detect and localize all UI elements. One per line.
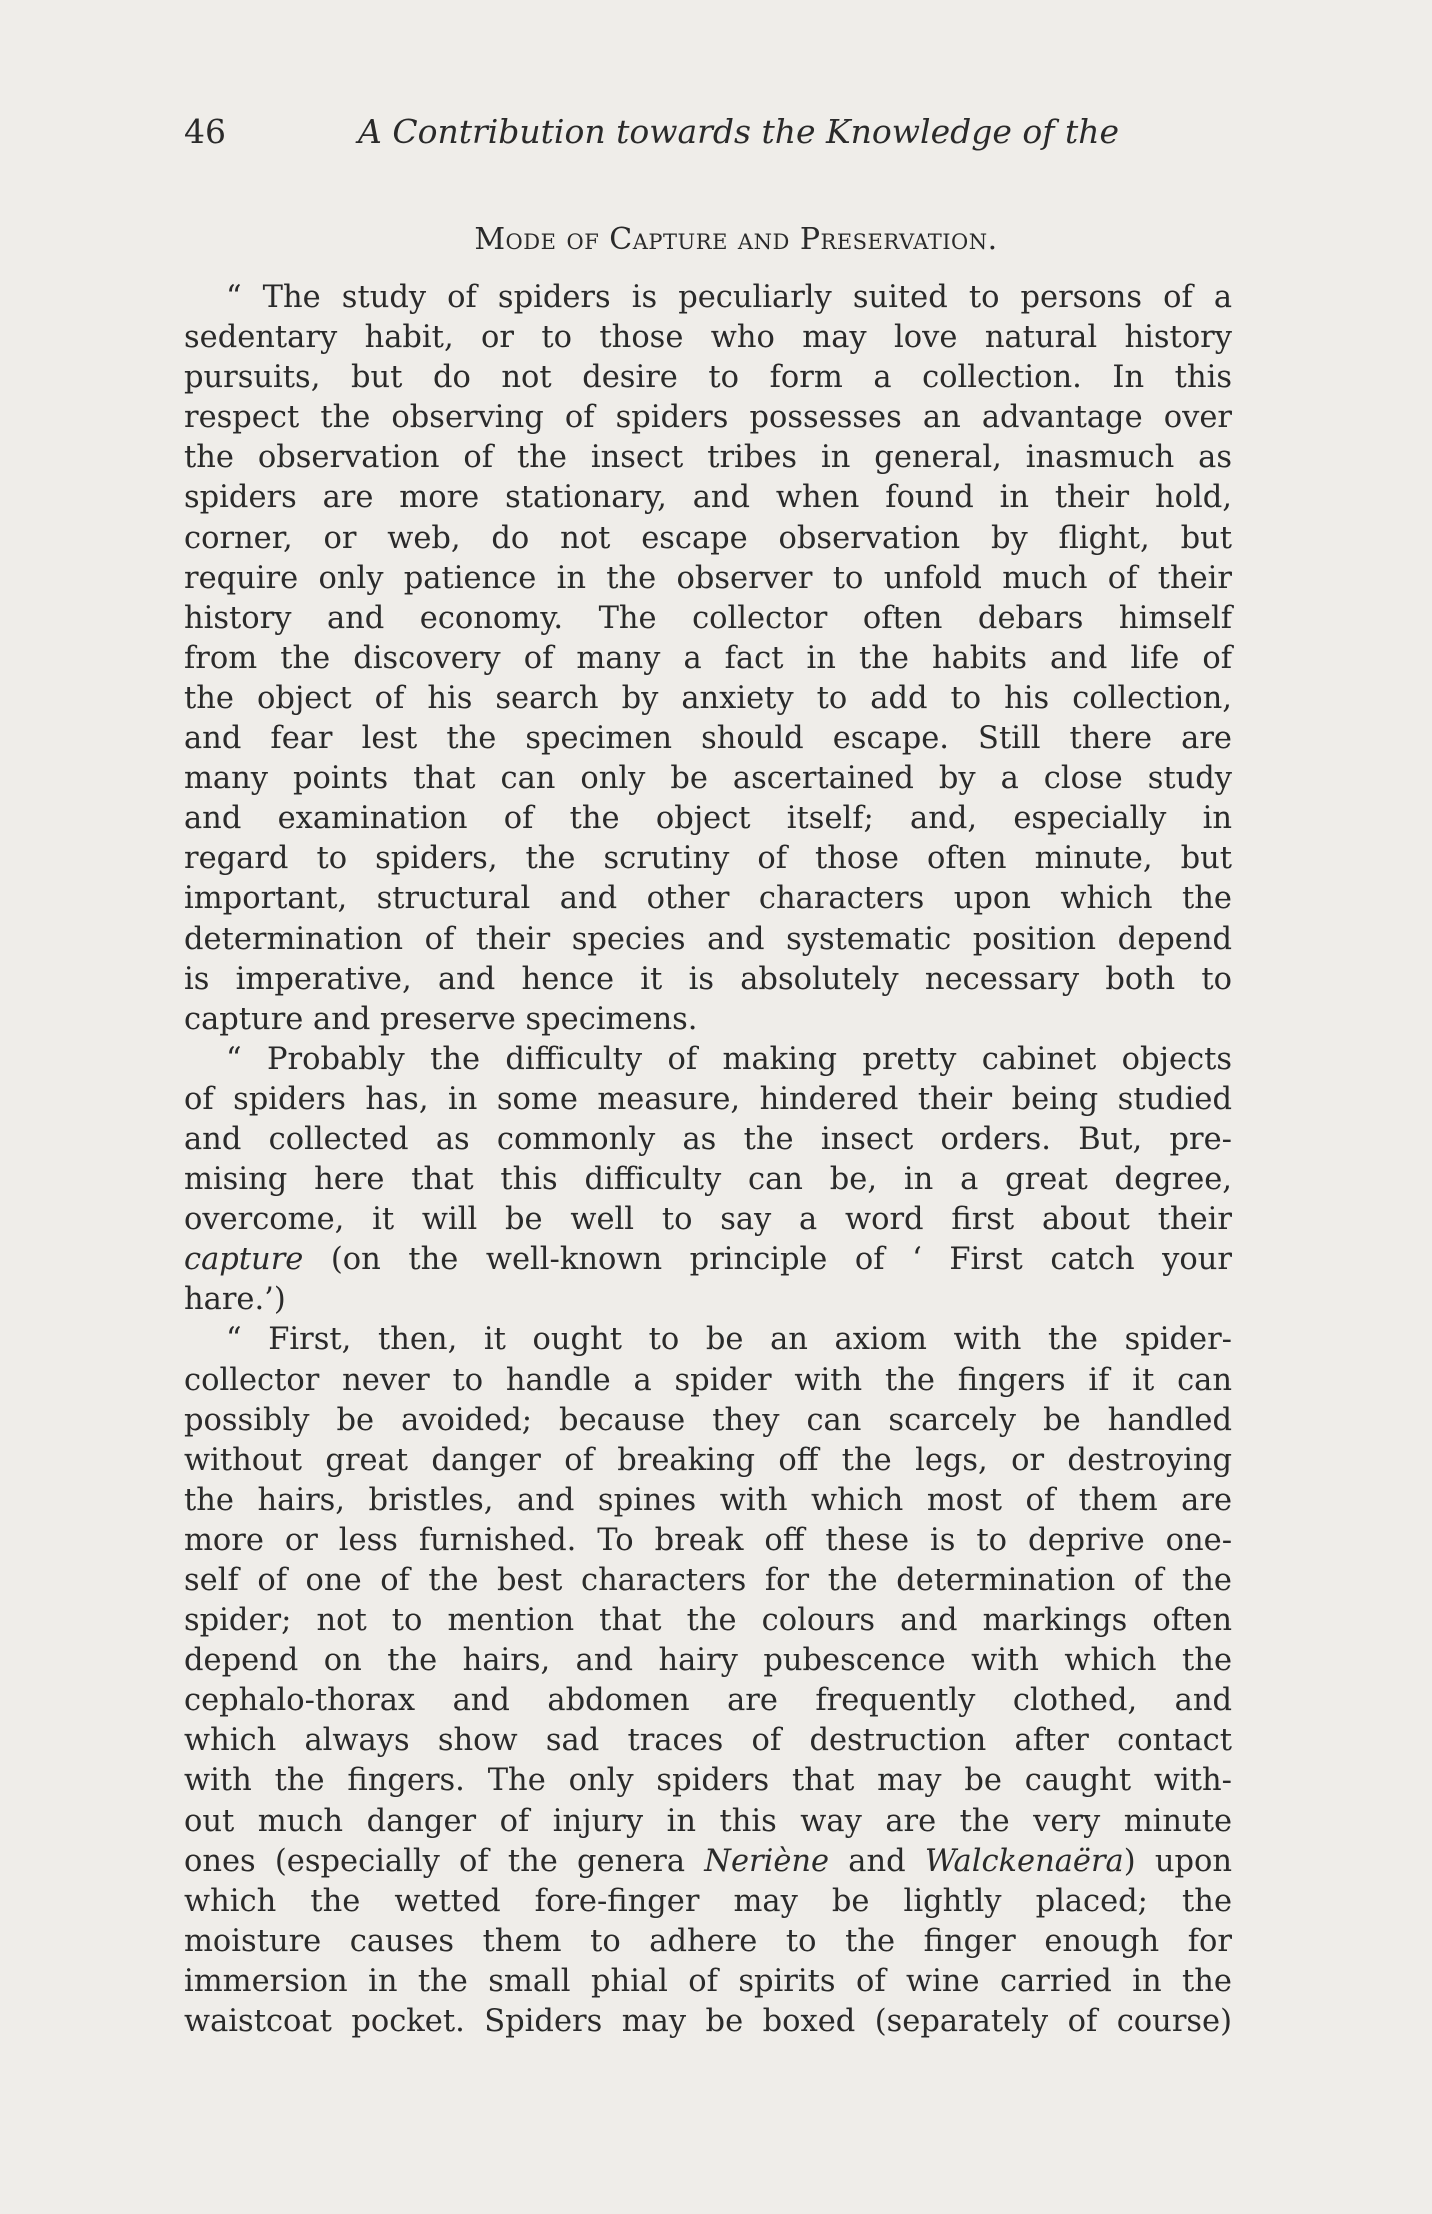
text-line: and examination of the object itself; and, especially in: [184, 801, 1232, 837]
text-line: “ Probably the difficulty of making pretty cabinet objects: [226, 1041, 1232, 1077]
text-line: with the fingers. The only spiders that may be caught with-: [184, 1763, 1232, 1799]
text-line: spiders are more stationary, and when found in their hold,: [184, 480, 1232, 516]
text-line: many points that can only be ascertained by a close study: [184, 761, 1232, 797]
text-line: determination of their species and systematic position depend: [184, 921, 1232, 957]
text-line: capture and preserve specimens.: [184, 1001, 698, 1037]
text-line: “ The study of spiders is peculiarly suited to persons of a: [226, 280, 1232, 315]
text-line: mising here that this difficulty can be, in a great degree,: [184, 1162, 1232, 1198]
text-line: “ First, then, it ought to be an axiom with the spider-: [226, 1322, 1232, 1358]
text-line: spider; not to mention that the colours and markings often: [184, 1603, 1232, 1639]
text-line: of spiders has, in some measure, hindered their being studied: [184, 1081, 1232, 1117]
text-line: is imperative, and hence it is absolutely necessary both to: [184, 961, 1232, 997]
text-line: immersion in the small phial of spirits of wine carried in the: [184, 1963, 1232, 1999]
text-line: self of one of the best characters for the determination of the: [184, 1563, 1232, 1598]
text-line: waistcoat pocket. Spiders may be boxed (separately of course): [184, 2004, 1232, 2040]
text-line: from the discovery of many a fact in the habits and life of: [184, 640, 1232, 676]
text-line: the observation of the insect tribes in general, inasmuch as: [184, 440, 1232, 476]
running-title: A Contribution towards the Knowledge of the: [358, 112, 1119, 151]
body-text: [184, 278, 1232, 2042]
text-line: and fear lest the specimen should escape. Still there are: [184, 721, 1232, 757]
text-line: regard to spiders, the scrutiny of those often minute, but: [184, 841, 1232, 877]
text-line: the object of his search by anxiety to add to his collection,: [184, 680, 1232, 716]
text-line: which the wetted fore-finger may be lightly placed; the: [184, 1883, 1232, 1919]
text-line: out much danger of injury in this way are the very minute: [184, 1803, 1232, 1839]
text-line: pursuits, but do not desire to form a collection. In this: [184, 360, 1232, 396]
text-line: require only patience in the observer to unfold much of their: [184, 560, 1232, 596]
text-line: moisture causes them to adhere to the finger enough for: [184, 1923, 1232, 1959]
text-line: ones (especially of the genera Neriène and Walckenaëra) upon: [184, 1843, 1232, 1879]
running-head: [184, 112, 1234, 164]
text-line: sedentary habit, or to those who may love natural history: [184, 320, 1232, 356]
text-line: possibly be avoided; because they can scarcely be handled: [184, 1402, 1232, 1438]
text-line: respect the observing of spiders possesses an advantage over: [184, 400, 1232, 436]
text-line: overcome, it will be well to say a word first about their: [184, 1202, 1232, 1238]
text-line: history and economy. The collector often debars himself: [184, 600, 1232, 636]
text-line: collector never to handle a spider with the fingers if it can: [184, 1362, 1232, 1398]
text-line: corner, or web, do not escape observation by flight, but: [184, 520, 1232, 556]
text-line: the hairs, bristles, and spines with which most of them are: [184, 1482, 1232, 1518]
text-line: more or less furnished. To break off these is to deprive one-: [184, 1522, 1232, 1558]
text-line: depend on the hairs, and hairy pubescence with which the: [184, 1643, 1232, 1679]
text-line: without great danger of breaking off the legs, or destroying: [184, 1442, 1232, 1478]
text-line: cephalo-thorax and abdomen are frequently clothed, and: [184, 1683, 1232, 1719]
page-number: 46: [184, 112, 226, 151]
text-line: important, structural and other characters upon which the: [184, 881, 1232, 917]
section-heading: Mode of Capture and Preservation.: [474, 222, 998, 257]
text-line: and collected as commonly as the insect orders. But, pre-: [184, 1121, 1232, 1157]
text-line: capture (on the well-known principle of ‘ First catch your: [184, 1242, 1232, 1278]
text-line: hare.’): [184, 1282, 286, 1318]
text-line: which always show sad traces of destruction after contact: [184, 1723, 1232, 1759]
